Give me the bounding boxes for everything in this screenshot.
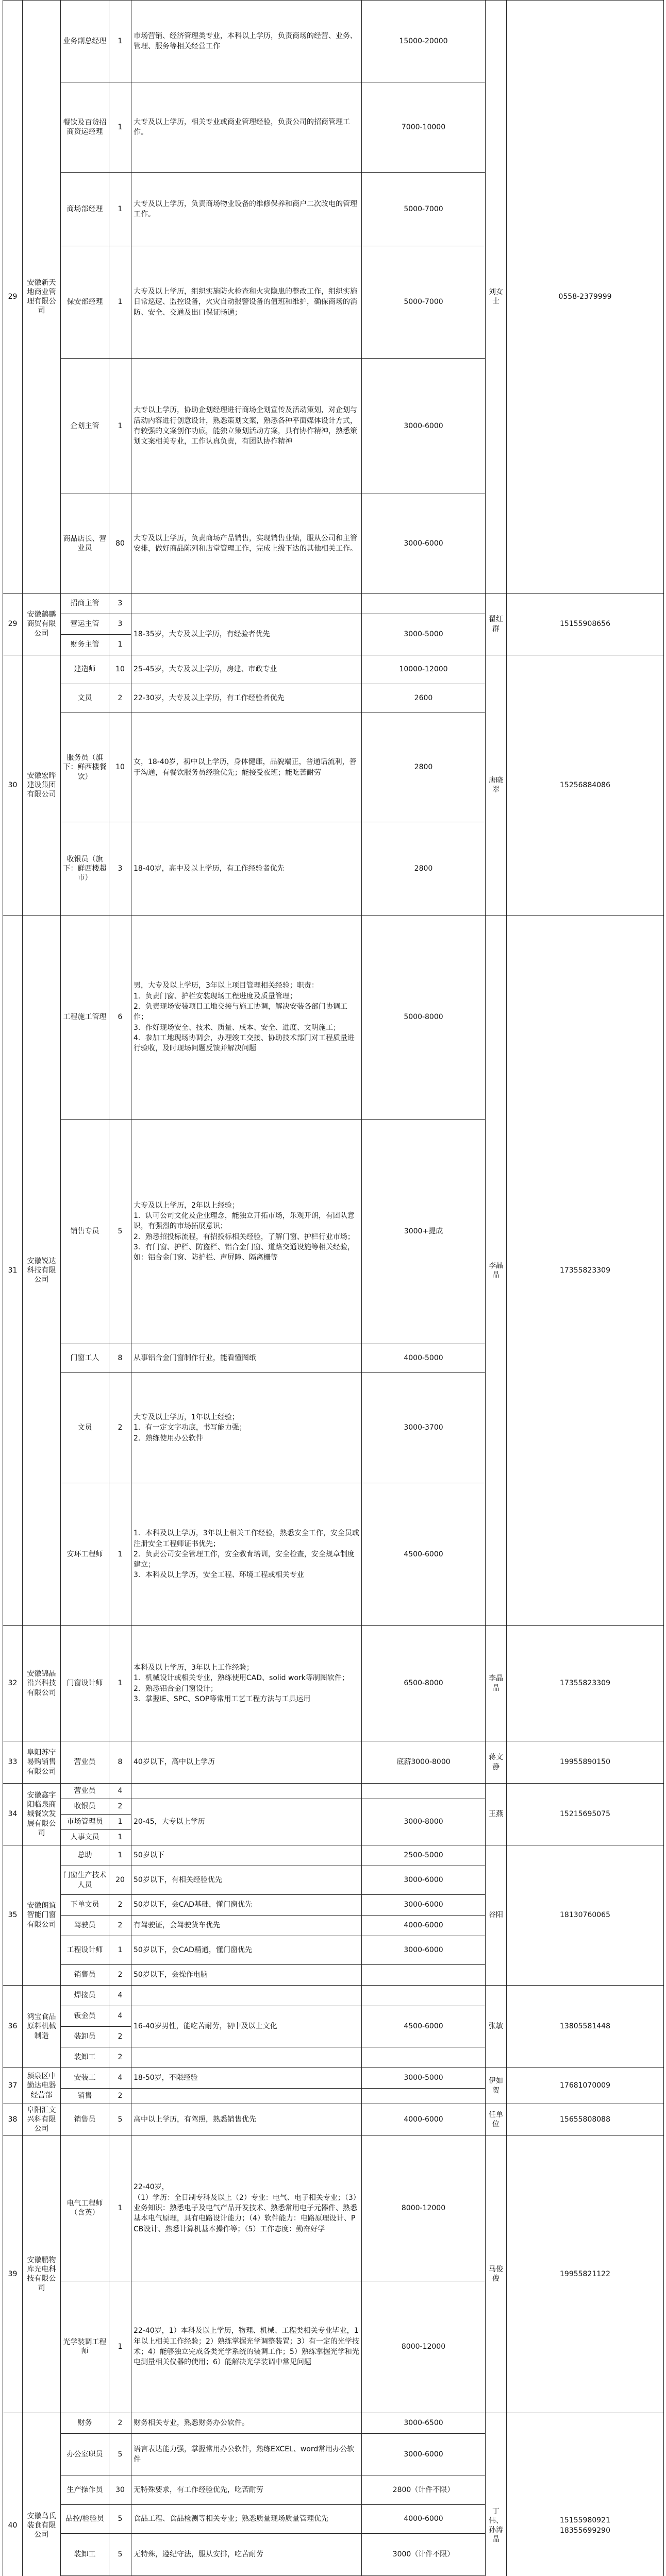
job-title: 营运主管 (61, 614, 109, 635)
contact-phone: 19955821122 (507, 2136, 664, 2413)
job-title: 品控/检验员 (61, 2504, 109, 2533)
table-row (3, 1784, 664, 1799)
job-title: 安环工程师 (61, 1483, 109, 1626)
job-title: 工程设计师 (61, 1936, 109, 1965)
requirements: 财务相关专业，熟悉财务办公软件。 (131, 2413, 362, 2433)
requirements (131, 1986, 362, 2006)
job-title: 收银员（旗下：鲜西楼超市） (61, 822, 109, 916)
requirements: 22-30岁，大专及以上学历，有工作经验者优先 (131, 684, 362, 713)
salary: 4000-6000 (362, 2104, 486, 2136)
table-row (3, 916, 664, 1120)
hire-count: 1 (109, 82, 131, 173)
job-title: 业务副总经理 (61, 1, 109, 82)
requirements: 40岁以下，高中以上学历 (131, 1741, 362, 1784)
contact-person: 任单位 (486, 2104, 507, 2136)
requirements: 大专及以上学历，负责商场物业设备的维修保养和商户二次改电的管理工作。 (131, 173, 362, 246)
salary: 3000-6000 (362, 359, 486, 494)
salary: 底薪3000-8000 (362, 1741, 486, 1784)
salary: 3000-6500 (362, 2413, 486, 2433)
hire-count: 1 (109, 2281, 131, 2413)
requirements: 无特殊，遵纪守法，服从安排，吃苦耐劳 (131, 2533, 362, 2575)
table-row (3, 2068, 664, 2089)
hire-count: 1 (109, 1626, 131, 1741)
contact-person: 丁伟、孙涛晶 (486, 2413, 507, 2576)
salary: 10000-12000 (362, 655, 486, 684)
salary: 8000-12000 (362, 2281, 486, 2413)
hire-count: 1 (109, 2136, 131, 2281)
requirements: 1．本科及以上学历，3年以上相关工作经验，熟悉安全工作，安全员或注册安全工程师证书优先； 2．负责公司安全管理工作，安全教育培训，安全检查，安全规章制度建立； 3．本科及以上学历，安全工程、环境工程或相关专业 (131, 1483, 362, 1626)
hire-count: 10 (109, 655, 131, 684)
salary (362, 1784, 486, 1799)
row-number: 37 (3, 2068, 23, 2104)
requirements: 22-40岁， （1）学历：全日制专科及以上（2）专业：电气、电子相关专业；（3）业务知识：熟悉电子及电气产品开发技术、熟悉常用电子元器件、熟悉基本电气原理，具有电路设计能力；（4）软件能力：电路原理设计、PCB设计、熟悉计算机基本操作等；（5）工作态度：勤奋好学 (131, 2136, 362, 2281)
table-row (3, 2104, 664, 2136)
salary: 3000-8000 (362, 1799, 486, 1845)
job-title: 门窗设计师 (61, 1626, 109, 1741)
company-name: 安徽鸟氏装食有限公司 (23, 2413, 61, 2576)
row-number: 35 (3, 1845, 23, 1986)
hire-count: 1 (109, 173, 131, 246)
hire-count: 2 (109, 684, 131, 713)
requirements: 男，大专及以上学历，3年以上项目管理相关经验；职责： 1．负责门窗、护栏安装现场工程进度及质量管理； 2．负责现场安装项目工地交接与施工协调，解决安装各部门协调工作； 3．作好现场安全、技术、质量、成本、安全、进度、文明施工； 4．参加工地现场协调会，办理竣工交接、协助技术部门对工程质量进行验收，及时现场问题反馈并解决问题 (131, 916, 362, 1120)
contact-phone: 17355823309 (507, 916, 664, 1626)
row-number: 29 (3, 1, 23, 594)
job-title: 商品店长、营业员 (61, 494, 109, 594)
contact-person: 蒋文静 (486, 1741, 507, 1784)
hire-count: 1 (109, 1845, 131, 1866)
job-title: 销售员 (61, 2104, 109, 2136)
contact-phone: 15155908656 (507, 594, 664, 655)
hire-count: 4 (109, 2006, 131, 2027)
table-row (3, 594, 664, 614)
table-row (3, 1741, 664, 1784)
table-row (3, 2413, 664, 2433)
requirements: 本科及以上学历，3年以上工作经验； 1．机械设计或相关专业，熟练使用CAD、solid work等制图软件； 2．熟悉铝合金门窗设计； 3．掌握IE、SPC、SOP等常用工艺工程方法与工具运用 (131, 1626, 362, 1741)
salary: 3000-6000 (362, 494, 486, 594)
job-title: 企划主管 (61, 359, 109, 494)
requirements: 有驾驶证，会驾驶货车优先 (131, 1916, 362, 1936)
contact-phone: 13805581448 (507, 1986, 664, 2068)
requirements: 大专及以上学历，1年以上经验； 1．有一定文字功底，书写能力强； 2．熟练使用办公软件 (131, 1373, 362, 1483)
requirements: 50岁以下，有相关经验优先 (131, 1866, 362, 1895)
row-number: 33 (3, 1741, 23, 1784)
hire-count: 4 (109, 2068, 131, 2089)
requirements: 50岁以下，会操作电脑 (131, 1965, 362, 1986)
company-name: 安徽鑫宇阳临泉商城餐饮发展有限公司 (23, 1784, 61, 1845)
salary (362, 1986, 486, 2006)
job-title: 餐饮及百货招商资运经理 (61, 82, 109, 173)
contact-phone: 15256884086 (507, 655, 664, 916)
job-title: 招商主管 (61, 594, 109, 614)
job-title: 建造师 (61, 655, 109, 684)
contact-person: 张敏 (486, 1986, 507, 2068)
row-number: 40 (3, 2413, 23, 2576)
job-title: 文员 (61, 1373, 109, 1483)
job-title: 门窗生产技术人员 (61, 1866, 109, 1895)
contact-person: 马俊俊 (486, 2136, 507, 2413)
hire-count: 10 (109, 713, 131, 822)
contact-phone: 17355823309 (507, 1626, 664, 1741)
job-title: 安装工 (61, 2068, 109, 2089)
contact-phone: 0558-2379999 (507, 1, 664, 594)
job-title: 商场部经理 (61, 173, 109, 246)
table-row (3, 1986, 664, 2006)
requirements: 大专及以上学历，负责商场产品销售，实现销售业绩，服从公司和主管安排，做好商品陈列和店堂管理工作，完成上级下达的其他相关工作。 (131, 494, 362, 594)
salary: 3000-6000 (362, 1866, 486, 1895)
salary: 8000-12000 (362, 2136, 486, 2281)
salary (362, 2089, 486, 2104)
requirements: 18-50岁，不限经验 (131, 2068, 362, 2089)
requirements: 高中以上学历，有驾照，熟悉销售优先 (131, 2104, 362, 2136)
company-name: 安徽新天地商业管理有限公司 (23, 1, 61, 594)
requirements (131, 2047, 362, 2068)
row-number: 32 (3, 1626, 23, 1741)
salary: 4000-6000 (362, 2504, 486, 2533)
salary: 15000-20000 (362, 1, 486, 82)
requirements (131, 2089, 362, 2104)
contact-phone: 15155980921 18355699290 (507, 2413, 664, 2576)
job-title: 销售 (61, 2089, 109, 2104)
requirements: 从事铝合金门窗制作行业，能看懂图纸 (131, 1344, 362, 1373)
job-title: 收银员 (61, 1799, 109, 1815)
company-name: 安徽锦晶沿兴科技有限公司 (23, 1626, 61, 1741)
contact-person: 谷阳 (486, 1845, 507, 1986)
salary: 3000-5000 (362, 2068, 486, 2089)
job-title: 钣金员 (61, 2006, 109, 2027)
job-title: 总助 (61, 1845, 109, 1866)
requirements: 女，18-40岁，初中以上学历，身体健康，品貌端正，普通话流利，善于沟通，有餐饮服务员经验优先；能接受夜班；能吃苦耐劳 (131, 713, 362, 822)
job-title: 驾驶员 (61, 1916, 109, 1936)
salary: 5000-7000 (362, 173, 486, 246)
requirements: 20-45，大专以上学历 (131, 1799, 362, 1845)
job-title: 市场管理员 (61, 1815, 109, 1830)
job-title: 生产操作员 (61, 2476, 109, 2504)
row-number: 34 (3, 1784, 23, 1845)
requirements: 50岁以下，会CAD基础，懂门窗优先 (131, 1895, 362, 1916)
hire-count: 30 (109, 2476, 131, 2504)
salary: 5000-7000 (362, 246, 486, 359)
salary: 4500-6000 (362, 1483, 486, 1626)
table-row (3, 655, 664, 684)
job-title: 下单文员 (61, 1895, 109, 1916)
row-number: 29 (3, 594, 23, 655)
hire-count: 3 (109, 594, 131, 614)
salary: 7000-10000 (362, 82, 486, 173)
contact-phone: 15215695075 (507, 1784, 664, 1845)
job-title: 保安部经理 (61, 246, 109, 359)
table-row (3, 2136, 664, 2281)
company-name: 安徽宏晔建设集团有限公司 (23, 655, 61, 916)
hire-count: 2 (109, 1916, 131, 1936)
hire-count: 2 (109, 1895, 131, 1916)
contact-person: 王燕 (486, 1784, 507, 1845)
hire-count: 1 (109, 1815, 131, 1830)
company-name: 颍泉区中勤达电器经营部 (23, 2068, 61, 2104)
job-title: 财务 (61, 2413, 109, 2433)
contact-phone: 18130760065 (507, 1845, 664, 1986)
hire-count: 2 (109, 2089, 131, 2104)
row-number: 30 (3, 655, 23, 916)
hire-count: 2 (109, 1965, 131, 1986)
job-title: 服务员（旗下：鲜西楼餐饮） (61, 713, 109, 822)
requirements: 50岁以下，会CAD精通，懂门窗优先 (131, 1936, 362, 1965)
hire-count: 1 (109, 246, 131, 359)
job-title: 装卸员 (61, 2027, 109, 2047)
salary: 4500-6000 (362, 2006, 486, 2047)
hire-count: 5 (109, 1120, 131, 1344)
requirements: 语言表达能力强，掌握常用办公软件，熟练EXCEL、word常用办公软件 (131, 2433, 362, 2476)
company-name: 阜阳苏宁易购销售有限公司 (23, 1741, 61, 1784)
job-title: 财务主管 (61, 635, 109, 655)
job-title: 电气工程师（含英） (61, 2136, 109, 2281)
salary: 2800 (362, 822, 486, 916)
hire-count: 1 (109, 359, 131, 494)
salary: 3000（计件不限） (362, 2533, 486, 2575)
requirements: 25-45岁，大专及以上学历，房建、市政专业 (131, 655, 362, 684)
salary: 2500-5000 (362, 1845, 486, 1866)
job-title: 文员 (61, 684, 109, 713)
salary (362, 594, 486, 614)
row-number: 39 (3, 2136, 23, 2413)
hire-count: 20 (109, 1866, 131, 1895)
job-title: 营业员 (61, 1741, 109, 1784)
salary (362, 2047, 486, 2068)
job-title: 办公室职员 (61, 2433, 109, 2476)
job-title: 门窗工人 (61, 1344, 109, 1373)
hire-count: 2 (109, 2413, 131, 2433)
requirements: 18-35岁，大专及以上学历，有经验者优先 (131, 614, 362, 655)
job-title: 装卸工 (61, 2533, 109, 2575)
requirements: 16-40岁男性，能吃苦耐劳，初中及以上文化 (131, 2006, 362, 2047)
requirements: 大专及以上学历，2年以上经验； 1．认可公司文化及企业理念，能独立开拓市场，乐观开朗，有团队意识，有强烈的市场拓展意识； 2．熟悉招投标流程，有招投标相关经验，了解门窗、护栏行业市场； 3．有门窗、护栏、防盗栏、铝合金门窗、道路交通设施等相关经验，如：铝合金门窗、防护栏、声屏障、隔离栅等 (131, 1120, 362, 1344)
requirements: 大专及以上学历，组织实施防火检查和火灾隐患的整改工作，组织实施日常巡逻、监控设备，火灾自动报警设备的值班和维护，确保商场的消防、安全、交通及出口保证畅通； (131, 246, 362, 359)
requirements: 市场营销、经济管理类专业，本科以上学历，负责商场的经营、业务、管理、服务等相关经营工作 (131, 1, 362, 82)
job-title: 营业员 (61, 1784, 109, 1799)
job-title: 人事文员 (61, 1830, 109, 1845)
salary: 6500-8000 (362, 1626, 486, 1741)
hire-count: 1 (109, 1, 131, 82)
company-name: 安徽鹏物库光电科技有限公司 (23, 2136, 61, 2413)
job-title: 光学装调工程师 (61, 2281, 109, 2413)
hire-count: 2 (109, 2027, 131, 2047)
company-name: 安徽朗谊智能门窗有限公司 (23, 1845, 61, 1986)
hire-count: 5 (109, 2433, 131, 2476)
hire-count: 4 (109, 1986, 131, 2006)
job-title: 工程施工管理 (61, 916, 109, 1120)
company-name: 安徽鹤鹏商贸有限公司 (23, 594, 61, 655)
requirements (131, 1784, 362, 1799)
contact-person: 翟红群 (486, 594, 507, 655)
hire-count: 2 (109, 1373, 131, 1483)
hire-count: 8 (109, 1344, 131, 1373)
salary: 4000-5000 (362, 1344, 486, 1373)
contact-person: 刘女士 (486, 1, 507, 594)
hire-count: 6 (109, 916, 131, 1120)
requirements: 18-40岁，高中及以上学历，有工作经验者优先 (131, 822, 362, 916)
salary: 3000-6000 (362, 1895, 486, 1916)
hire-count: 2 (109, 1799, 131, 1815)
salary: 2600 (362, 684, 486, 713)
salary: 5000-8000 (362, 916, 486, 1120)
contact-person: 伊如贺 (486, 2068, 507, 2104)
contact-phone: 19955890150 (507, 1741, 664, 1784)
hire-count: 1 (109, 1830, 131, 1845)
contact-phone: 15655808088 (507, 2104, 664, 2136)
salary (362, 1965, 486, 1986)
hire-count: 4 (109, 1784, 131, 1799)
hire-count: 3 (109, 822, 131, 916)
requirements: 食品工程、食品检测等相关专业；熟悉质量现场质量管理优先 (131, 2504, 362, 2533)
hire-count: 5 (109, 2533, 131, 2575)
hire-count: 8 (109, 1741, 131, 1784)
hire-count: 2 (109, 2047, 131, 2068)
salary: 3000+提成 (362, 1120, 486, 1344)
company-name: 安徽锐达科技有限公司 (23, 916, 61, 1626)
contact-person: 李晶晶 (486, 916, 507, 1626)
hire-count: 5 (109, 2104, 131, 2136)
job-title: 销售员 (61, 1965, 109, 1986)
row-number: 31 (3, 916, 23, 1626)
salary: 3000-3700 (362, 1373, 486, 1483)
requirements: 大专及以上学历，相关专业或商业管理经验，负责公司的招商管理工作。 (131, 82, 362, 173)
hire-count: 5 (109, 2504, 131, 2533)
contact-person: 李晶晶 (486, 1626, 507, 1741)
hire-count: 1 (109, 635, 131, 655)
requirements (131, 594, 362, 614)
job-title: 销售专员 (61, 1120, 109, 1344)
company-name: 鸿宝食品原料机械制造 (23, 1986, 61, 2068)
contact-phone: 17681070009 (507, 2068, 664, 2104)
row-number: 38 (3, 2104, 23, 2136)
salary: 2800 (362, 713, 486, 822)
table-row (3, 1626, 664, 1741)
salary: 3000-6000 (362, 2433, 486, 2476)
hire-count: 1 (109, 1483, 131, 1626)
table-body (3, 1, 664, 2576)
salary: 3000-6000 (362, 1936, 486, 1965)
job-title: 装卸工 (61, 2047, 109, 2068)
row-number: 36 (3, 1986, 23, 2068)
salary: 4000-6000 (362, 1916, 486, 1936)
salary: 3000-5000 (362, 614, 486, 655)
job-title: 焊接员 (61, 1986, 109, 2006)
hire-count: 3 (109, 614, 131, 635)
table-row (3, 1, 664, 82)
hire-count: 80 (109, 494, 131, 594)
salary: 2800（计件不限） (362, 2476, 486, 2504)
hire-count: 1 (109, 1936, 131, 1965)
recruitment-table (3, 0, 664, 2576)
table-row (3, 1845, 664, 1866)
requirements: 大专以上学历，协助企划经理进行商场企划宣传及活动策划，对企划与活动内容进行创意设计，熟悉策划文案，熟悉各种平面媒体设计方式，有较强的文案创作功底，能独立策划活动方案，具有协作精神，熟悉策划文案相关专业，工作认真负责，有团队协作精神 (131, 359, 362, 494)
company-name: 阜阳汇文兴科有限公司 (23, 2104, 61, 2136)
requirements: 22-40岁，1）本科及以上学历，物理、机械、工程类相关专业毕业，1年以上相关工作经验；2）熟练掌握光学调整装置；3）有一定的光学技术；4）能够独立完成各类光学系统的装调工作；5）熟练掌握光学和光电测量相关仪器的使用；6）能解决光学装调中常见问题 (131, 2281, 362, 2413)
contact-person: 唐晓翠 (486, 655, 507, 916)
requirements: 无特殊要求，有工作经验优先，吃苦耐劳 (131, 2476, 362, 2504)
requirements: 50岁以下 (131, 1845, 362, 1866)
